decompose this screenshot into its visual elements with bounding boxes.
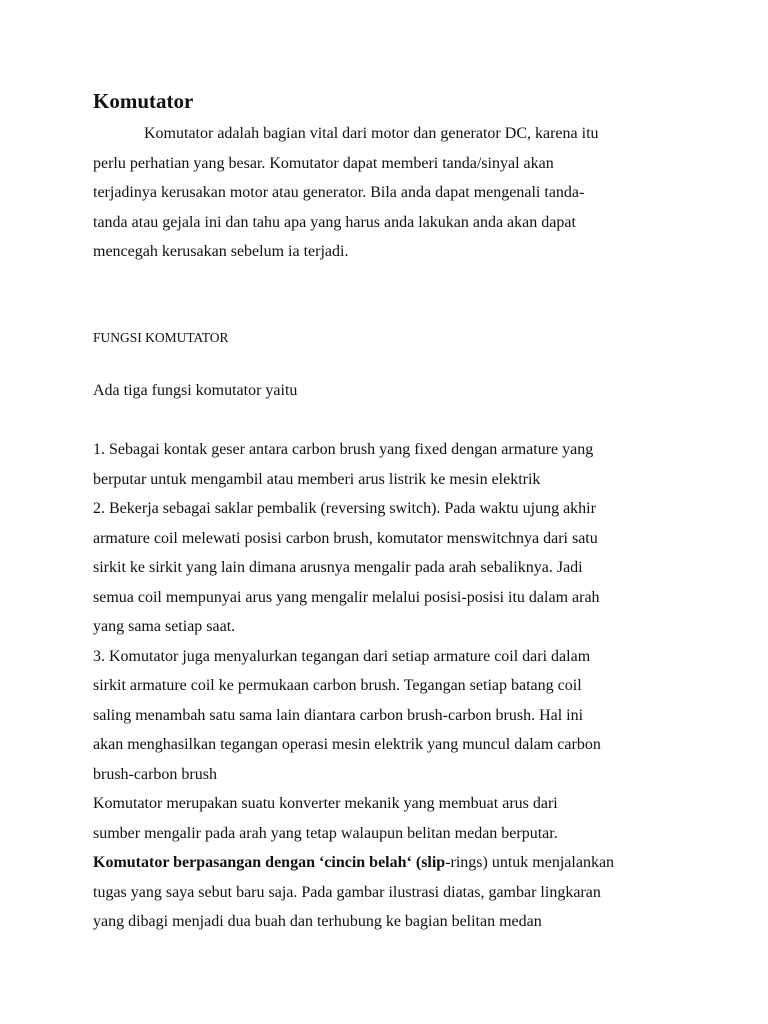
body-line: berputar untuk mengambil atau memberi arus listrik ke mesin elektrik (93, 470, 541, 488)
body-line: brush-carbon brush (93, 765, 217, 783)
functions-paragraph (93, 435, 673, 937)
lead-line: Ada tiga fungsi komutator yaitu (93, 382, 298, 399)
bold-text: Komutator berpasangan dengan ‘cincin belah‘ ( (93, 854, 422, 871)
intro-line: Komutator adalah bagian vital dari motor dan generator DC, karena itu (144, 125, 599, 142)
body-line: 2. Bekerja sebagai saklar pembalik (reversing switch). Pada waktu ujung akhir (93, 500, 596, 517)
body-line: sumber mengalir pada arah yang tetap walaupun belitan medan berputar. (93, 824, 558, 842)
body-line: 3. Komutator juga menyalurkan tegangan dari setiap armature coil dari dalam (93, 647, 591, 665)
mixed-bold-line (93, 848, 673, 878)
body-line: saling menambah satu sama lain diantara carbon brush-carbon brush. Hal ini (93, 706, 584, 724)
intro-line: tanda atau gejala ini dan tahu apa yang harus anda lakukan anda akan dapat (93, 213, 576, 231)
body-text: -rings) untuk menjalankan (445, 854, 615, 871)
body-line: sirkit armature coil ke permukaan carbon brush. Tegangan setiap batang coil (93, 677, 582, 694)
document-title: Komutator (93, 89, 194, 113)
body-line: 1. Sebagai kontak geser antara carbon brush yang fixed dengan armature yang (93, 441, 594, 458)
section-heading: FUNGSI KOMUTATOR (93, 330, 229, 345)
body-line: yang dibagi menjadi dua buah dan terhubung ke bagian belitan medan (93, 913, 542, 930)
lead-sentence (93, 376, 673, 406)
intro-line: perlu perhatian yang besar. Komutator dapat memberi tanda/sinyal akan (93, 154, 554, 172)
body-line: armature coil melewati posisi carbon brush, komutator menswitchnya dari satu (93, 529, 598, 547)
bold-text: slip (421, 854, 446, 871)
intro-line: mencegah kerusakan sebelum ia terjadi. (93, 243, 349, 260)
body-line: yang sama setiap saat. (93, 618, 236, 635)
intro-line: terjadinya kerusakan motor atau generator. Bila anda dapat mengenali tanda- (93, 184, 585, 201)
body-line: Komutator merupakan suatu konverter mekanik yang membuat arus dari (93, 795, 558, 812)
body-line: akan menghasilkan tegangan operasi mesin elektrik yang muncul dalam carbon (93, 736, 601, 753)
body-line: semua coil mempunyai arus yang mengalir melalui posisi-posisi itu dalam arah (93, 588, 600, 606)
intro-paragraph (93, 119, 673, 267)
body-line: tugas yang saya sebut baru saja. Pada gambar ilustrasi diatas, gambar lingkaran (93, 883, 601, 901)
body-line: sirkit ke sirkit yang lain dimana arusnya mengalir pada arah sebaliknya. Jadi (93, 559, 583, 576)
